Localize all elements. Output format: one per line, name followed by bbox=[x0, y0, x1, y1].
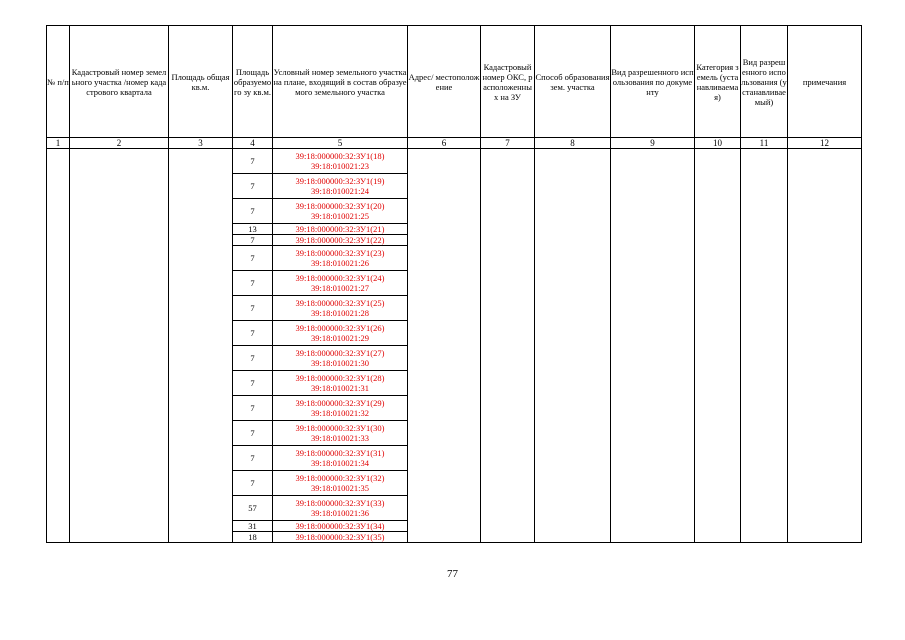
area-cell: 7 bbox=[233, 346, 273, 371]
header-cell: Адрес/ местоположение bbox=[408, 26, 481, 138]
parcel-number-cell bbox=[273, 149, 408, 174]
area-cell: 7 bbox=[233, 296, 273, 321]
column-number: 6 bbox=[408, 138, 481, 149]
cadastral-number: 39:18:010021:32 bbox=[310, 408, 370, 418]
area-cell: 7 bbox=[233, 471, 273, 496]
column-number: 10 bbox=[695, 138, 741, 149]
conditional-number: 39:18:000000:32:ЗУ1(34) bbox=[295, 521, 385, 531]
area-cell: 7 bbox=[233, 235, 273, 246]
conditional-number: 39:18:000000:32:ЗУ1(30) bbox=[295, 423, 385, 433]
parcel-number-cell bbox=[273, 321, 408, 346]
cadastral-number: 39:18:010021:31 bbox=[310, 383, 370, 393]
conditional-number: 39:18:000000:32:ЗУ1(24) bbox=[295, 273, 385, 283]
area-cell: 7 bbox=[233, 371, 273, 396]
parcel-number-cell bbox=[273, 199, 408, 224]
conditional-number: 39:18:000000:32:ЗУ1(29) bbox=[295, 398, 385, 408]
conditional-number: 39:18:000000:32:ЗУ1(19) bbox=[295, 176, 385, 186]
parcel-number-cell bbox=[273, 296, 408, 321]
cadastral-number: 39:18:010021:24 bbox=[310, 186, 370, 196]
column-number: 2 bbox=[70, 138, 169, 149]
column-number: 1 bbox=[47, 138, 70, 149]
empty-merged-cell bbox=[611, 149, 695, 543]
empty-merged-cell bbox=[47, 149, 70, 543]
parcel-number-cell bbox=[273, 421, 408, 446]
empty-merged-cell bbox=[695, 149, 741, 543]
area-cell: 7 bbox=[233, 396, 273, 421]
conditional-number: 39:18:000000:32:ЗУ1(31) bbox=[295, 448, 385, 458]
header-cell: Площадь образуемого зу кв.м. bbox=[233, 26, 273, 138]
conditional-number: 39:18:000000:32:ЗУ1(28) bbox=[295, 373, 385, 383]
parcel-number-cell bbox=[273, 346, 408, 371]
area-cell: 7 bbox=[233, 199, 273, 224]
column-number: 7 bbox=[481, 138, 535, 149]
conditional-number: 39:18:000000:32:ЗУ1(21) bbox=[295, 224, 385, 234]
header-cell: Категория земель (устанавливаемая) bbox=[695, 26, 741, 138]
empty-merged-cell bbox=[408, 149, 481, 543]
empty-merged-cell bbox=[169, 149, 233, 543]
empty-merged-cell bbox=[788, 149, 862, 543]
area-cell: 7 bbox=[233, 421, 273, 446]
conditional-number: 39:18:000000:32:ЗУ1(22) bbox=[295, 235, 385, 245]
parcel-number-cell bbox=[273, 496, 408, 521]
area-cell: 7 bbox=[233, 321, 273, 346]
header-row bbox=[47, 26, 862, 138]
conditional-number: 39:18:000000:32:ЗУ1(27) bbox=[295, 348, 385, 358]
area-cell: 7 bbox=[233, 174, 273, 199]
parcel-number-cell bbox=[273, 224, 408, 235]
conditional-number: 39:18:000000:32:ЗУ1(20) bbox=[295, 201, 385, 211]
header-cell: Кадастровый номер ОКС, расположенных на ЗУ bbox=[481, 26, 535, 138]
column-number: 5 bbox=[273, 138, 408, 149]
cadastral-number: 39:18:010021:26 bbox=[310, 258, 370, 268]
empty-merged-cell bbox=[741, 149, 788, 543]
empty-merged-cell bbox=[70, 149, 169, 543]
empty-merged-cell bbox=[481, 149, 535, 543]
header-cell: Вид разрешенного использования по документу bbox=[611, 26, 695, 138]
column-number-row bbox=[47, 138, 862, 149]
area-cell: 7 bbox=[233, 446, 273, 471]
area-cell: 57 bbox=[233, 496, 273, 521]
header-cell: примечания bbox=[788, 26, 862, 138]
header-cell: № п/п bbox=[47, 26, 70, 138]
area-cell: 7 bbox=[233, 271, 273, 296]
area-cell: 7 bbox=[233, 149, 273, 174]
land-plot-table bbox=[46, 25, 862, 543]
header-cell: Кадастровый номер земельного участка /номер кадастрового квартала bbox=[70, 26, 169, 138]
conditional-number: 39:18:000000:32:ЗУ1(32) bbox=[295, 473, 385, 483]
parcel-number-cell bbox=[273, 174, 408, 199]
parcel-number-cell bbox=[273, 532, 408, 543]
cadastral-number: 39:18:010021:34 bbox=[310, 458, 370, 468]
header-cell: Площадь общая кв.м. bbox=[169, 26, 233, 138]
cadastral-number: 39:18:010021:25 bbox=[310, 211, 370, 221]
parcel-number-cell bbox=[273, 446, 408, 471]
parcel-number-cell bbox=[273, 471, 408, 496]
conditional-number: 39:18:000000:32:ЗУ1(26) bbox=[295, 323, 385, 333]
cadastral-number: 39:18:010021:28 bbox=[310, 308, 370, 318]
table-row bbox=[47, 149, 862, 174]
parcel-number-cell bbox=[273, 235, 408, 246]
parcel-number-cell bbox=[273, 271, 408, 296]
column-number: 3 bbox=[169, 138, 233, 149]
column-number: 9 bbox=[611, 138, 695, 149]
area-cell: 7 bbox=[233, 246, 273, 271]
conditional-number: 39:18:000000:32:ЗУ1(33) bbox=[295, 498, 385, 508]
header-cell: Условный номер земельного участка на плане, входящий в состав образуемого земельного участка bbox=[273, 26, 408, 138]
area-cell: 31 bbox=[233, 521, 273, 532]
conditional-number: 39:18:000000:32:ЗУ1(25) bbox=[295, 298, 385, 308]
cadastral-number: 39:18:010021:29 bbox=[310, 333, 370, 343]
cadastral-number: 39:18:010021:30 bbox=[310, 358, 370, 368]
page-number: 77 bbox=[447, 568, 458, 580]
cadastral-number: 39:18:010021:33 bbox=[310, 433, 370, 443]
column-number: 11 bbox=[741, 138, 788, 149]
conditional-number: 39:18:000000:32:ЗУ1(18) bbox=[295, 151, 385, 161]
column-number: 8 bbox=[535, 138, 611, 149]
column-number: 4 bbox=[233, 138, 273, 149]
cadastral-number: 39:18:010021:23 bbox=[310, 161, 370, 171]
parcel-number-cell bbox=[273, 521, 408, 532]
conditional-number: 39:18:000000:32:ЗУ1(23) bbox=[295, 248, 385, 258]
parcel-number-cell bbox=[273, 246, 408, 271]
empty-merged-cell bbox=[535, 149, 611, 543]
parcel-number-cell bbox=[273, 371, 408, 396]
column-number: 12 bbox=[788, 138, 862, 149]
cadastral-number: 39:18:010021:35 bbox=[310, 483, 370, 493]
parcel-number-cell bbox=[273, 396, 408, 421]
area-cell: 18 bbox=[233, 532, 273, 543]
header-cell: Способ образования зем. участка bbox=[535, 26, 611, 138]
cadastral-number: 39:18:010021:36 bbox=[310, 508, 370, 518]
cadastral-number: 39:18:010021:27 bbox=[310, 283, 370, 293]
area-cell: 13 bbox=[233, 224, 273, 235]
header-cell: Вид разрешенного использования (устанавливаемый) bbox=[741, 26, 788, 138]
conditional-number: 39:18:000000:32:ЗУ1(35) bbox=[295, 532, 385, 542]
